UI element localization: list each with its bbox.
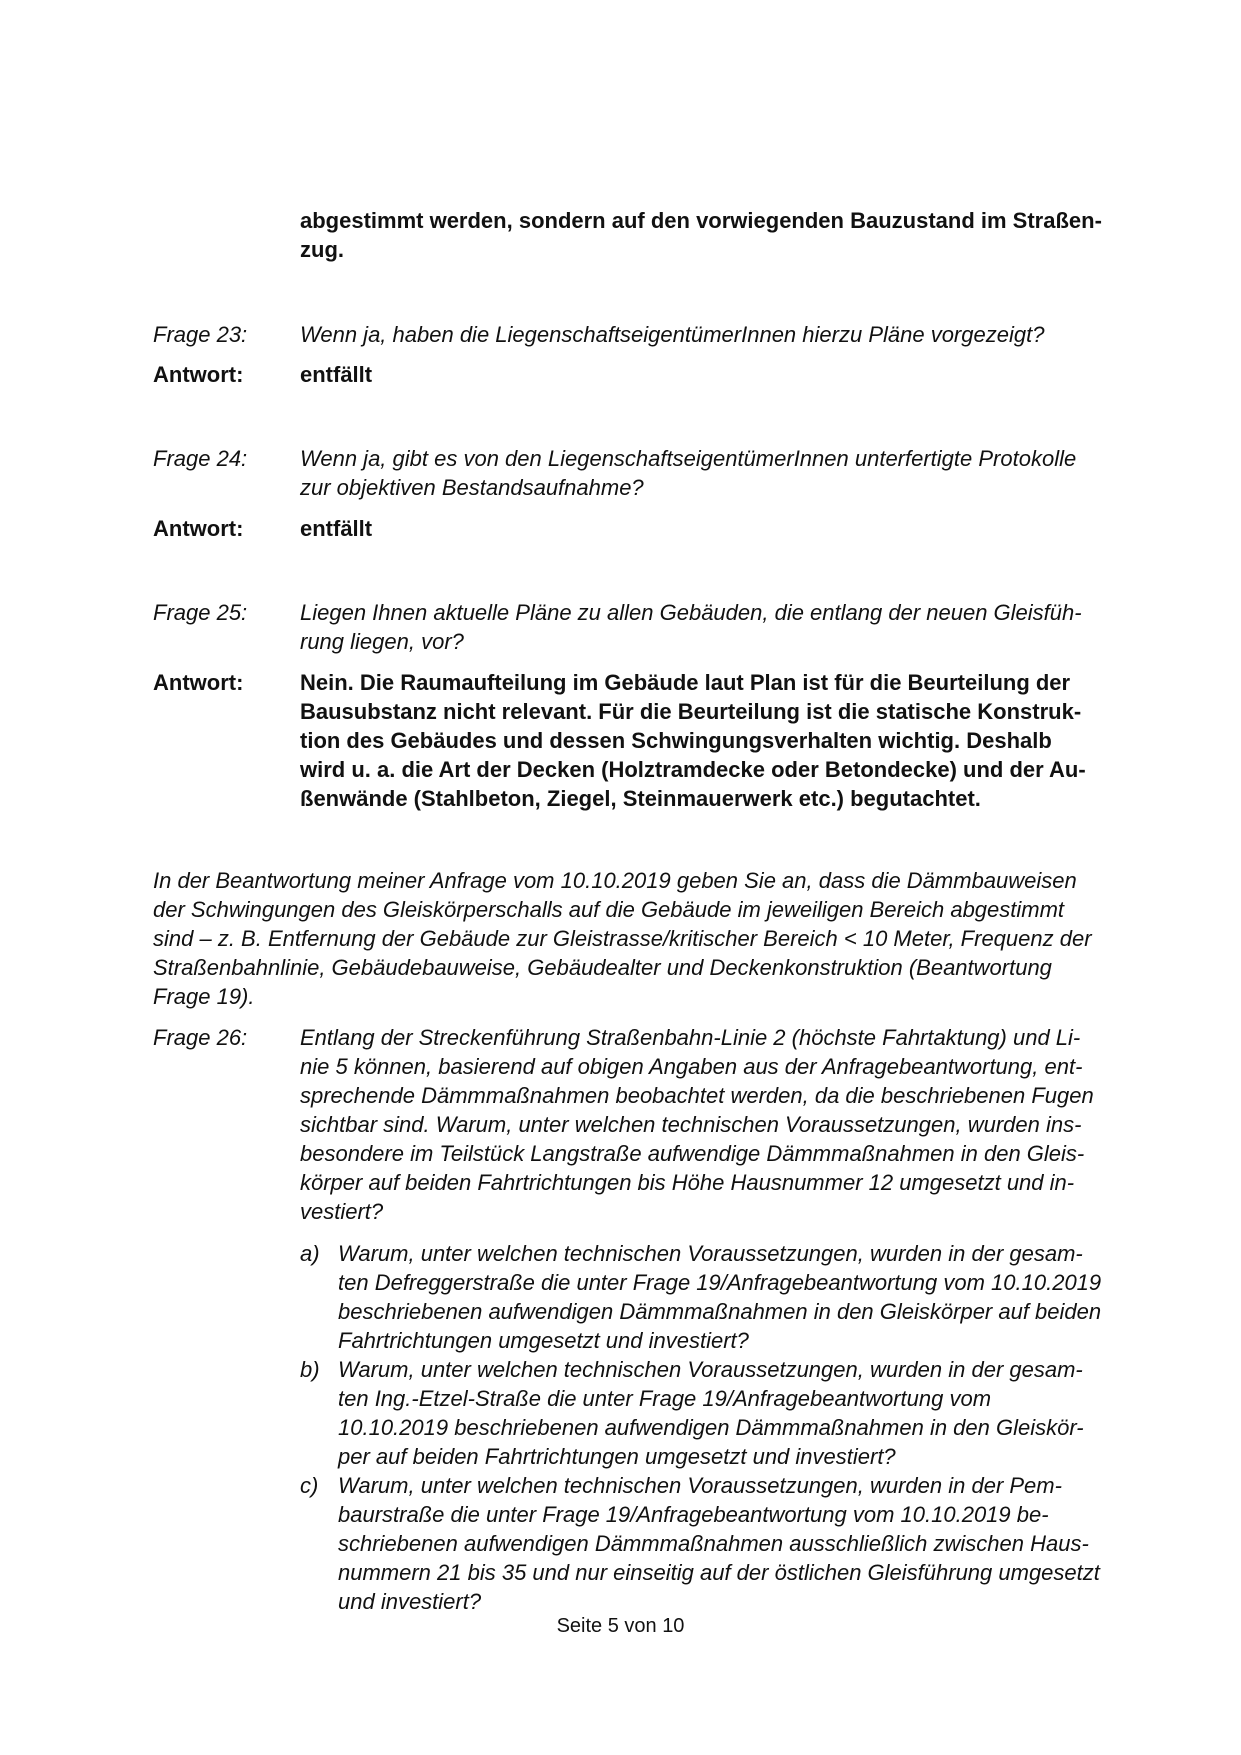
answer-24-text — [300, 514, 1140, 543]
text-line: vestiert? — [300, 1199, 384, 1224]
answer-25-text — [300, 668, 1140, 813]
text-line: zur objektiven Bestandsaufnahme? — [300, 475, 644, 500]
text-line: Warum, unter welchen technischen Voraussetzungen, wurden in der gesam- — [338, 1357, 1083, 1382]
previous-answer-continuation — [300, 206, 1140, 264]
text-line: Straßenbahnlinie, Gebäudebauweise, Gebäudealter und Deckenkonstruktion (Beantwortung — [153, 955, 1052, 980]
text-line: nie 5 können, basierend auf obigen Angaben aus der Anfragebeantwortung, ent- — [300, 1054, 1083, 1079]
text-line: baurstraße die unter Frage 19/Anfragebeantwortung vom 10.10.2019 be- — [338, 1502, 1049, 1527]
text-line: Bausubstanz nicht relevant. Für die Beurteilung ist die statische Konstruk- — [300, 699, 1082, 724]
text-line: Warum, unter welchen technischen Voraussetzungen, wurden in der gesam- — [338, 1241, 1083, 1266]
answer-25-label: Antwort: — [153, 670, 244, 695]
text-line: der Schwingungen des Gleiskörperschalls auf die Gebäude im jeweiligen Bereich abgestimmt — [153, 897, 1065, 922]
text-line: nummern 21 bis 35 und nur einseitig auf der östlichen Gleisführung umgesetzt — [338, 1560, 1100, 1585]
text-line: Nein. Die Raumaufteilung im Gebäude laut Plan ist für die Beurteilung der — [300, 670, 1071, 695]
text-line: beschriebenen aufwendigen Dämmmaßnahmen in den Gleiskörper auf beiden — [338, 1299, 1102, 1324]
answer-23-text — [300, 360, 1140, 389]
text-line: sichtbar sind. Warum, unter welchen technischen Voraussetzungen, wurden ins- — [300, 1112, 1082, 1137]
text-line: körper auf beiden Fahrtrichtungen bis Höhe Hausnummer 12 umgesetzt und in- — [300, 1170, 1075, 1195]
page-number-footer: Seite 5 von 10 — [556, 1615, 685, 1637]
subitem-text — [338, 1471, 1100, 1616]
text-line: entfällt — [300, 516, 373, 541]
text-line: In der Beantwortung meiner Anfrage vom 10.10.2019 geben Sie an, dass die Dämmbauweisen — [153, 868, 1077, 893]
text-line: besondere im Teilstück Langstraße aufwendige Dämmmaßnahmen in den Gleis- — [300, 1141, 1085, 1166]
text-line: sprechende Dämmmaßnahmen beobachtet werden, da die beschriebenen Fugen — [300, 1083, 1094, 1108]
text-line: ßenwände (Stahlbeton, Ziegel, Steinmauerwerk etc.) begutachtet. — [300, 786, 981, 811]
text-line: schriebenen aufwendigen Dämmmaßnahmen ausschließlich zwischen Haus- — [338, 1531, 1089, 1556]
text-line: ten Defreggerstraße die unter Frage 19/Anfragebeantwortung vom 10.10.2019 — [338, 1270, 1102, 1295]
text-line: Liegen Ihnen aktuelle Pläne zu allen Gebäuden, die entlang der neuen Gleisfüh- — [300, 600, 1082, 625]
text-line: Fahrtrichtungen umgesetzt und investiert? — [338, 1328, 749, 1353]
subitem-letter: c) — [300, 1473, 319, 1498]
answer-23-label: Antwort: — [153, 362, 244, 387]
text-line: abgestimmt werden, sondern auf den vorwiegenden Bauzustand im Straßen- — [300, 208, 1102, 233]
text-line: 10.10.2019 beschriebenen aufwendigen Dämmmaßnahmen in den Gleiskör- — [338, 1415, 1084, 1440]
question-24-text — [300, 444, 1140, 502]
text-line: wird u. a. die Art der Decken (Holztramdecke oder Betondecke) und der Au- — [300, 757, 1086, 782]
text-line: entfällt — [300, 362, 373, 387]
subitem-text — [338, 1239, 1101, 1355]
question-26-text — [300, 1023, 1140, 1226]
text-line: sind – z. B. Entfernung der Gebäude zur Gleistrasse/kritischer Bereich < 10 Meter, Frequenz der — [153, 926, 1092, 951]
answer-24-label: Antwort: — [153, 516, 244, 541]
question-23-text — [300, 320, 1140, 349]
text-line: per auf beiden Fahrtrichtungen umgesetzt und investiert? — [338, 1444, 896, 1469]
text-line: tion des Gebäudes und dessen Schwingungsverhalten wichtig. Deshalb — [300, 728, 1052, 753]
text-line: Wenn ja, gibt es von den LiegenschaftseigentümerInnen unterfertigte Protokolle — [300, 446, 1077, 471]
question-23-label: Frage 23: — [153, 322, 248, 347]
question-25-label: Frage 25: — [153, 600, 248, 625]
text-line: zug. — [300, 237, 344, 262]
question-24-label: Frage 24: — [153, 446, 248, 471]
text-line: Wenn ja, haben die LiegenschaftseigentümerInnen hierzu Pläne vorgezeigt? — [300, 322, 1045, 347]
text-line: Entlang der Streckenführung Straßenbahn-Linie 2 (höchste Fahrtaktung) und Li- — [300, 1025, 1081, 1050]
text-line: Frage 19). — [153, 984, 255, 1009]
text-line: Warum, unter welchen technischen Voraussetzungen, wurden in der Pem- — [338, 1473, 1062, 1498]
intro-paragraph — [153, 866, 1143, 1011]
question-26-label: Frage 26: — [153, 1025, 248, 1050]
subitem-text — [338, 1355, 1084, 1471]
subitem-letter: b) — [300, 1357, 320, 1382]
subitem-letter: a) — [300, 1241, 320, 1266]
question-25-text — [300, 598, 1140, 656]
text-line: und investiert? — [338, 1589, 482, 1614]
text-line: rung liegen, vor? — [300, 629, 464, 654]
text-line: ten Ing.-Etzel-Straße die unter Frage 19/Anfragebeantwortung vom — [338, 1386, 992, 1411]
